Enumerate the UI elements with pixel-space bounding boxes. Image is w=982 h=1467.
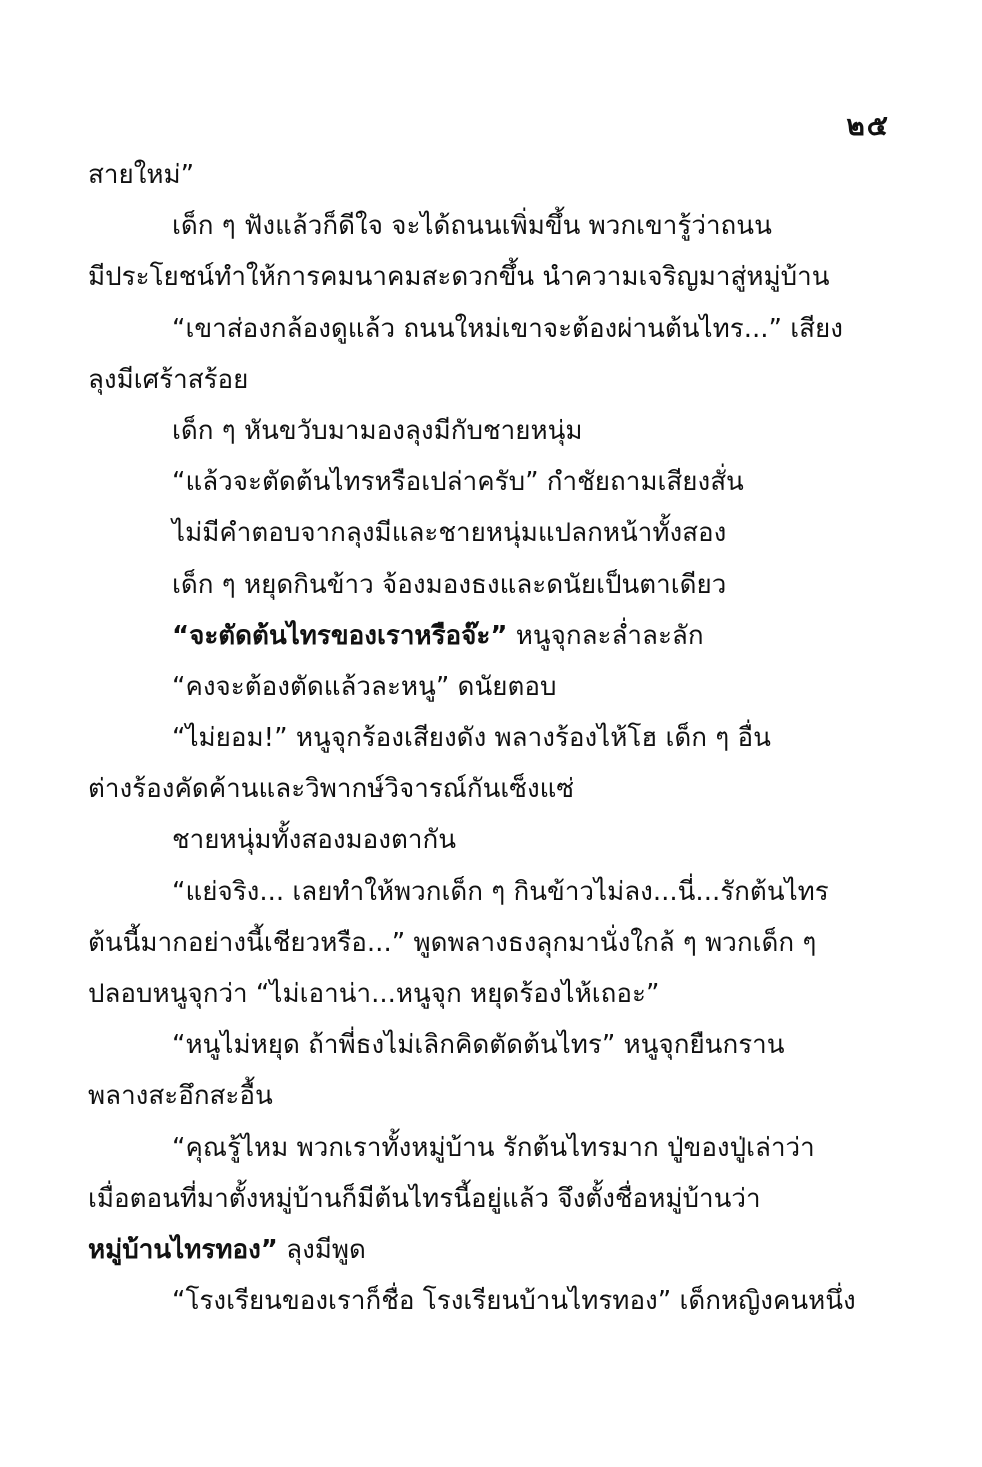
text-line-11: “คงจะต้องตัดแล้วละหนู” ดนัยตอบ	[172, 671, 557, 702]
text-line-10	[88, 611, 888, 662]
text-line-8: ไม่มีคำตอบจากลุงมีและชายหนุ่มแปลกหน้าทั้งสอง	[172, 518, 727, 549]
bold-village-name: หมู่บ้านไทรทอง”	[88, 1234, 278, 1265]
page-body-text	[88, 150, 888, 1327]
text-line-15: “แย่จริง... เลยทำให้พวกเด็ก ๆ กินข้าวไม่ลง...นี่...รักต้นไทร	[172, 876, 829, 907]
text-line-6: เด็ก ๆ หันขวับมามองลุงมีกับชายหนุ่ม	[172, 415, 583, 446]
text-line-19: พลางสะอึกสะอื้น	[88, 1081, 273, 1112]
text-line-4: “เขาส่องกล้องดูแล้ว ถนนใหม่เขาจะต้องผ่านต้นไทร...” เสียง	[172, 313, 843, 344]
text-line-9: เด็ก ๆ หยุดกินข้าว จ้องมองธงและดนัยเป็นตาเดียว	[172, 569, 727, 600]
text-line-1: สายใหม่”	[88, 160, 195, 190]
text-line-2: เด็ก ๆ ฟังแล้วก็ดีใจ จะได้ถนนเพิ่มขึ้น พวกเขารู้ว่าถนน	[172, 211, 772, 242]
text-line-3: มีประโยชน์ทำให้การคมนาคมสะดวกขึ้น นำความเจริญมาสู่หมู่บ้าน	[88, 262, 830, 293]
line-text: หนูจุกละล่ำละลัก	[507, 620, 704, 651]
bold-quote: “จะตัดต้นไทรของเราหรือจ๊ะ”	[172, 620, 508, 651]
text-line-17: ปลอบหนูจุกว่า “ไม่เอาน่า...หนูจุก หยุดร้องไห้เถอะ”	[88, 979, 660, 1009]
page-number: ๒๕	[846, 109, 890, 142]
text-line-16: ต้นนี้มากอย่างนี้เชียวหรือ...” พูดพลางธงลุกมานั่งใกล้ ๆ พวกเด็ก ๆ	[88, 927, 817, 958]
text-line-7: “แล้วจะตัดต้นไทรหรือเปล่าครับ” กำชัยถามเสียงสั่น	[172, 467, 744, 498]
text-line-5: ลุงมีเศร้าสร้อย	[88, 364, 249, 395]
text-line-21: เมื่อตอนที่มาตั้งหมู่บ้านก็มีต้นไทรนี้อยู่แล้ว จึงตั้งชื่อหมู่บ้านว่า	[88, 1183, 761, 1214]
text-line-18: “หนูไม่หยุด ถ้าพี่ธงไม่เลิกคิดตัดต้นไทร” หนูจุกยืนกราน	[172, 1030, 785, 1061]
text-line-20: “คุณรู้ไหม พวกเราทั้งหมู่บ้าน รักต้นไทรมาก ปู่ของปู่เล่าว่า	[172, 1132, 815, 1163]
text-line-12: “ไม่ยอม!” หนูจุกร้องเสียงดัง พลางร้องไห้โฮ เด็ก ๆ อื่น	[172, 723, 771, 754]
line-text: ลุงมีพูด	[277, 1234, 366, 1265]
text-line-22	[88, 1225, 888, 1276]
text-line-13: ต่างร้องคัดค้านและวิพากษ์วิจารณ์กันเซ็งแซ่	[88, 774, 575, 805]
text-line-23: “โรงเรียนของเราก็ชื่อ โรงเรียนบ้านไทรทอง” เด็กหญิงคนหนึ่ง	[172, 1286, 856, 1317]
text-line-14: ชายหนุ่มทั้งสองมองตากัน	[172, 825, 456, 856]
